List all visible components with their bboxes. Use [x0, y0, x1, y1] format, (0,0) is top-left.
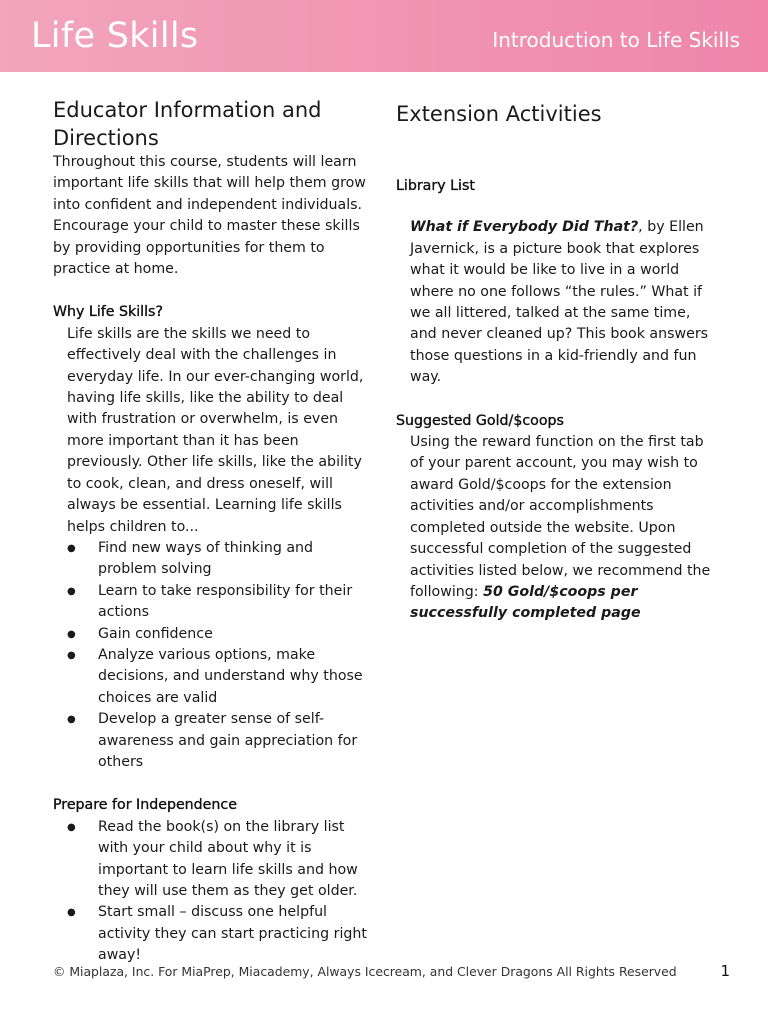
prepare-list — [53, 817, 373, 967]
gold-coops-text: Using the reward function on the first tab of your parent account, you may wish to award Gold/$coops for the extension activities and/or accomplishments completed outside the website. Upon successful completion of the suggested activities listed below, we recommend the following: — [410, 434, 711, 600]
page-number: 1 — [720, 962, 730, 980]
book-description: , by Ellen Javernick, is a picture book that explores what it would be like to live in a world where no one follows “the rules.” What if we all littered, talked at the same time, and never cleaned up? This book answers those questions in a kid-friendly and fun way. — [410, 219, 709, 386]
list-item: ● Develop a greater sense of self-awareness and gain appreciation for others — [53, 709, 373, 773]
why-life-skills-heading: Why Life Skills? — [53, 304, 163, 321]
library-book-entry — [396, 217, 716, 388]
list-item: ● Start small – discuss one helpful activity they can start practicing right away! — [53, 902, 373, 966]
list-item: ● Gain confidence — [53, 624, 373, 645]
list-item: ● Analyze various options, make decisions, and understand why those choices are valid — [53, 645, 373, 709]
gold-coops-reward: 50 Gold/$coops per successfully completed page — [410, 583, 641, 622]
lesson-title: Introduction to Life Skills — [492, 28, 740, 52]
list-item: ● Learn to take responsibility for their actions — [53, 581, 373, 624]
prepare-heading: Prepare for Independence — [53, 797, 237, 814]
why-life-skills-body: Life skills are the skills we need to effectively deal with the challenges in everyday life. In our ever-changing world, having life skills, like the ability to deal with frustration or overwhelm, is even more important than it has been previously. Other life skills, like the ability to cook, clean, and dress oneself, will always be essential. Learning life skills helps children to... — [67, 325, 364, 535]
course-title: Life Skills — [31, 16, 199, 56]
footer-copyright: © Miaplaza, Inc. For MiaPrep, Miacademy, Always Icecream, and Clever Dragons All Rights Reserved — [53, 964, 677, 979]
left-column — [53, 96, 373, 967]
library-list-heading: Library List — [396, 178, 475, 194]
list-item: ● Read the book(s) on the library list with your child about why it is important to learn life skills and how they will use them as they get older. — [53, 817, 373, 903]
life-skills-benefits-list — [53, 538, 373, 773]
right-column — [396, 100, 716, 625]
gold-coops-body — [396, 432, 716, 625]
extension-heading: Extension Activities — [396, 102, 602, 126]
gold-coops-heading: Suggested Gold/$coops — [396, 412, 564, 429]
page-header — [0, 0, 768, 72]
intro-paragraph: Throughout this course, students will learn important life skills that will help them grow into confident and independent individuals. Encourage your child to master these skills by providing opportunities for them to practice at home. — [53, 154, 366, 278]
list-item: ● Find new ways of thinking and problem solving — [53, 538, 373, 581]
book-title: What if Everybody Did That? — [410, 219, 639, 236]
educator-heading: Educator Information and Directions — [53, 98, 322, 150]
